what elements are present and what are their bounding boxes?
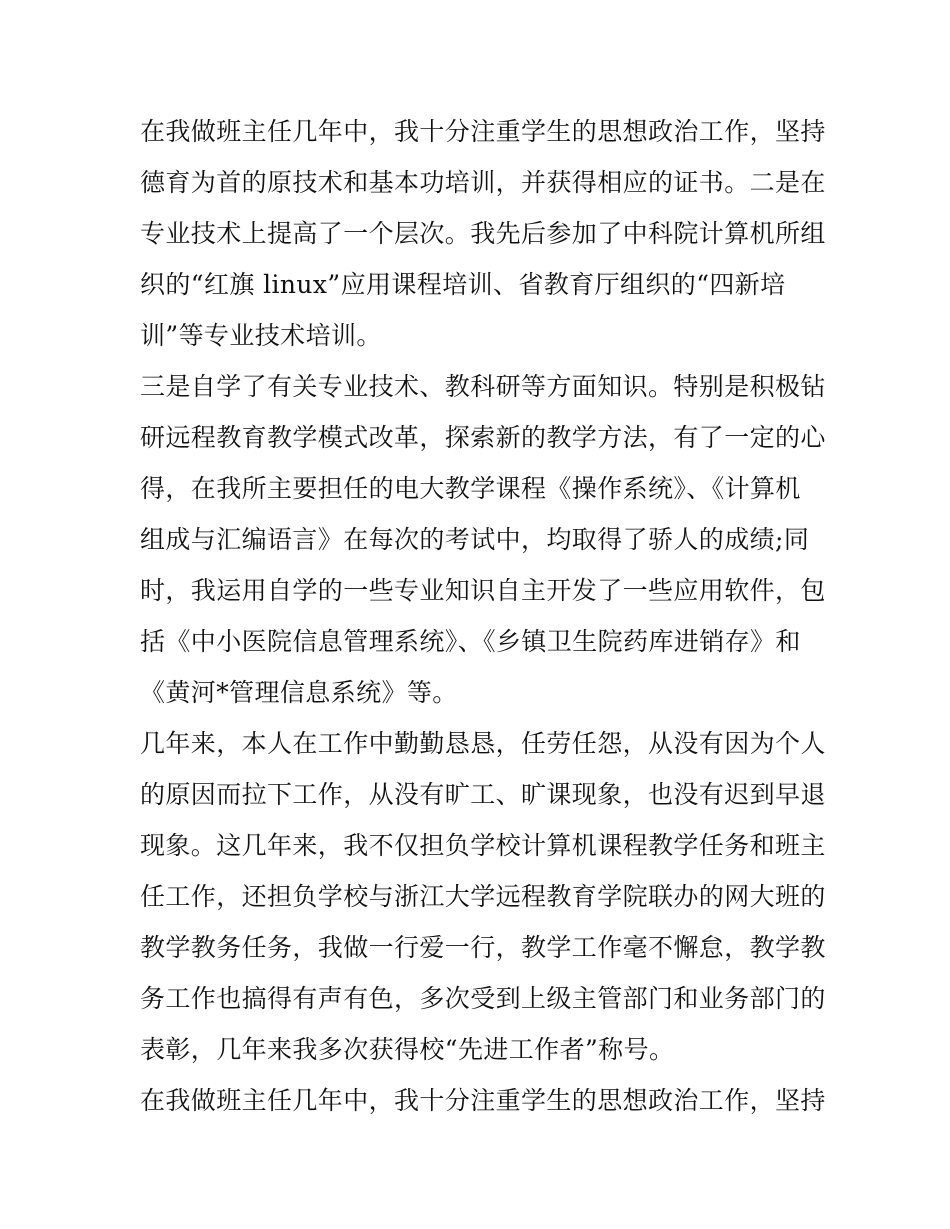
text-line: 《黄河*管理信息系统》等。 [140,678,458,707]
text-line: 织的“红旗 linux”应用课程培训、省教育厅组织的“四新培 [140,270,786,299]
text-line: 教学教务任务，我做一行爱一行，教学工作毫不懈怠，教学教 [140,933,826,962]
text-line: 任工作，还担负学校与浙江大学远程教育学院联办的网大班的 [140,882,826,911]
text-line: 训”等专业技术培训。 [140,321,382,350]
text-line: 的原因而拉下工作，从没有旷工、旷课现象，也没有迟到早退 [140,780,826,809]
text-line: 得，在我所主要担任的电大教学课程《操作系统》、《计算机 [140,474,801,503]
text-line: 三是自学了有关专业技术、教科研等方面知识。特别是积极钻 [140,372,826,401]
text-line: 专业技术上提高了一个层次。我先后参加了中科院计算机所组 [140,219,826,248]
document-body [140,106,826,1126]
text-line: 括《中小医院信息管理系统》、《乡镇卫生院药库进销存》和 [140,627,801,656]
text-line: 现象。这几年来，我不仅担负学校计算机课程教学任务和班主 [140,831,826,860]
text-line: 务工作也搞得有声有色，多次受到上级主管部门和业务部门的 [140,984,826,1013]
text-line: 几年来，本人在工作中勤勤恳恳，任劳任怨，从没有因为个人 [140,729,826,758]
text-line: 时，我运用自学的一些专业知识自主开发了一些应用软件，包 [140,576,826,605]
text-line: 德育为首的原技术和基本功培训，并获得相应的证书。二是在 [140,168,826,197]
text-line: 在我做班主任几年中，我十分注重学生的思想政治工作，坚持 [140,1086,826,1115]
text-line: 研远程教育教学模式改革，探索新的教学方法，有了一定的心 [140,423,826,452]
text-line: 表彰，几年来我多次获得校“先进工作者”称号。 [140,1035,675,1064]
text-line: 在我做班主任几年中，我十分注重学生的思想政治工作，坚持 [140,117,826,146]
text-line: 组成与汇编语言》在每次的考试中，均取得了骄人的成绩;同 [140,525,810,554]
